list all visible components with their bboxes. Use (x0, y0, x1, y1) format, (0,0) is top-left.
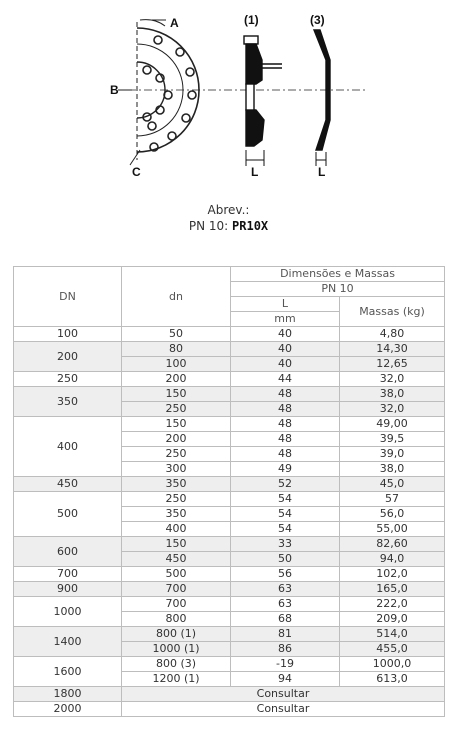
header-dn: DN (14, 267, 122, 327)
cell-l: 48 (231, 387, 340, 402)
cell-dn-small: 150 (122, 537, 231, 552)
cell-l: 54 (231, 492, 340, 507)
table-row (14, 687, 445, 702)
cell-dn-small: 350 (122, 477, 231, 492)
cell-dn: 400 (14, 417, 122, 477)
cell-mass: 38,0 (340, 387, 445, 402)
table-body (14, 327, 445, 717)
cell-dn: 1800 (14, 687, 122, 702)
cell-l: 68 (231, 612, 340, 627)
cell-dn: 1400 (14, 627, 122, 657)
table-row (14, 597, 445, 612)
label-fig1: (1) (244, 13, 259, 27)
cell-mass: 14,30 (340, 342, 445, 357)
cell-l: -19 (231, 657, 340, 672)
cell-mass: 57 (340, 492, 445, 507)
cell-dn: 100 (14, 327, 122, 342)
label-c: C (132, 165, 141, 179)
cell-mass: 455,0 (340, 642, 445, 657)
cell-dn-small: 150 (122, 417, 231, 432)
label-fig3: (3) (310, 13, 325, 27)
cell-dn-small: 150 (122, 387, 231, 402)
cell-dn-small: 200 (122, 432, 231, 447)
table-row (14, 567, 445, 582)
table-row (14, 537, 445, 552)
cell-dn: 700 (14, 567, 122, 582)
label-l3: L (318, 165, 326, 179)
cell-dn: 200 (14, 342, 122, 372)
cell-dn: 900 (14, 582, 122, 597)
cell-dn-small: 1200 (1) (122, 672, 231, 687)
table-row (14, 702, 445, 717)
cell-l: 94 (231, 672, 340, 687)
cell-l: 50 (231, 552, 340, 567)
cell-mass: 32,0 (340, 402, 445, 417)
cell-dn-small: 700 (122, 597, 231, 612)
cell-dn: 250 (14, 372, 122, 387)
header-l: L (231, 297, 340, 312)
cell-mass: 514,0 (340, 627, 445, 642)
cell-mass: 209,0 (340, 612, 445, 627)
cell-mass: 55,00 (340, 522, 445, 537)
header-dimensions-masses: Dimensões e Massas (231, 267, 445, 282)
table-row (14, 582, 445, 597)
cell-l: 56 (231, 567, 340, 582)
cell-dn-small: 250 (122, 492, 231, 507)
abrev-label: Abrev.: (207, 203, 250, 217)
cell-l: 63 (231, 582, 340, 597)
cell-dn-small: 1000 (1) (122, 642, 231, 657)
cell-l: 48 (231, 402, 340, 417)
cell-mass: 32,0 (340, 372, 445, 387)
dimensions-table (13, 266, 445, 717)
cell-dn-small: 80 (122, 342, 231, 357)
cell-dn: 350 (14, 387, 122, 417)
table-row (14, 657, 445, 672)
cell-dn-small: 450 (122, 552, 231, 567)
cell-l: 48 (231, 447, 340, 462)
cell-mass: 613,0 (340, 672, 445, 687)
cell-dn: 1000 (14, 597, 122, 627)
header-dn-small: dn (122, 267, 231, 327)
cell-dn: 1600 (14, 657, 122, 687)
table-row (14, 327, 445, 342)
cell-l: 44 (231, 372, 340, 387)
cell-l: 63 (231, 597, 340, 612)
cell-dn: 500 (14, 492, 122, 537)
cell-mass: 165,0 (340, 582, 445, 597)
cell-dn-small: 250 (122, 447, 231, 462)
cell-consult: Consultar (122, 687, 445, 702)
header-l-unit: mm (231, 312, 340, 327)
header-pn: PN 10 (231, 282, 445, 297)
cell-dn: 450 (14, 477, 122, 492)
cell-dn-small: 300 (122, 462, 231, 477)
cell-mass: 49,00 (340, 417, 445, 432)
cell-l: 40 (231, 327, 340, 342)
header-mass: Massas (kg) (340, 297, 445, 327)
table-row (14, 417, 445, 432)
label-l1: L (251, 165, 259, 179)
cell-dn-small: 400 (122, 522, 231, 537)
cell-mass: 94,0 (340, 552, 445, 567)
cell-dn-small: 50 (122, 327, 231, 342)
cell-l: 86 (231, 642, 340, 657)
label-a: A (170, 16, 179, 30)
cell-l: 40 (231, 357, 340, 372)
cell-mass: 222,0 (340, 597, 445, 612)
cell-l: 48 (231, 432, 340, 447)
cell-l: 54 (231, 507, 340, 522)
cell-mass: 12,65 (340, 357, 445, 372)
cell-mass: 102,0 (340, 567, 445, 582)
cell-l: 40 (231, 342, 340, 357)
cell-mass: 82,60 (340, 537, 445, 552)
cell-dn-small: 250 (122, 402, 231, 417)
technical-drawing (0, 0, 457, 200)
cell-dn-small: 100 (122, 357, 231, 372)
table-row (14, 387, 445, 402)
cell-dn-small: 800 (3) (122, 657, 231, 672)
cell-l: 81 (231, 627, 340, 642)
cell-dn-small: 500 (122, 567, 231, 582)
table-row (14, 342, 445, 357)
abrev-line (0, 219, 457, 233)
cell-consult: Consultar (122, 702, 445, 717)
cell-dn: 2000 (14, 702, 122, 717)
cell-dn-small: 700 (122, 582, 231, 597)
cell-mass: 1000,0 (340, 657, 445, 672)
cell-l: 52 (231, 477, 340, 492)
cell-mass: 39,5 (340, 432, 445, 447)
cell-dn-small: 800 (122, 612, 231, 627)
cell-l: 33 (231, 537, 340, 552)
table-row (14, 477, 445, 492)
cell-mass: 4,80 (340, 327, 445, 342)
cell-mass: 38,0 (340, 462, 445, 477)
cell-dn-small: 200 (122, 372, 231, 387)
pn-prefix: PN 10: (188, 219, 229, 233)
label-b: B (110, 83, 119, 97)
table-row (14, 372, 445, 387)
cell-dn: 600 (14, 537, 122, 567)
cell-dn-small: 350 (122, 507, 231, 522)
table-row (14, 492, 445, 507)
cell-dn-small: 800 (1) (122, 627, 231, 642)
table-row (14, 627, 445, 642)
product-code: PR10X (232, 219, 269, 233)
cell-mass: 39,0 (340, 447, 445, 462)
cell-l: 49 (231, 462, 340, 477)
cell-mass: 45,0 (340, 477, 445, 492)
cell-l: 54 (231, 522, 340, 537)
cell-l: 48 (231, 417, 340, 432)
cell-mass: 56,0 (340, 507, 445, 522)
